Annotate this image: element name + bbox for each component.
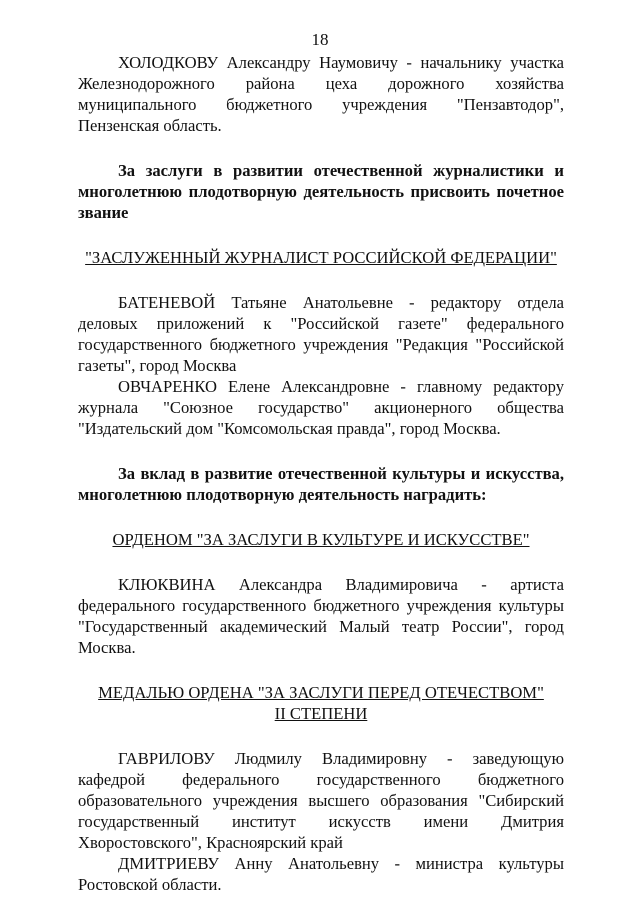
award-recipient-gavrilova: ГАВРИЛОВУ Людмилу Владимировну - заведующую кафедрой федерального государственного бюджетного образовательного учреждения высшего образования "Сибирский государственный институт искусств имени Дмитрия Хворостовского", Красноярский край [78, 749, 564, 852]
decree-culture: За вклад в развитие отечественной культуры и искусства, многолетнюю плодотворную деятельность наградить: [78, 464, 564, 504]
award-recipient-bateneva: БАТЕНЕВОЙ Татьяне Анатольевне - редактору отдела деловых приложений к "Российской газете" федерального государственного бюджетного учреждения "Редакция "Российской газеты", город Москва [78, 293, 564, 375]
title-honored-journalist: "ЗАСЛУЖЕННЫЙ ЖУРНАЛИСТ РОССИЙСКОЙ ФЕДЕРАЦИИ" [85, 248, 557, 267]
award-recipient-holodkov: ХОЛОДКОВУ Александру Наумовичу - начальнику участка Железнодорожного района цеха дорожного хозяйства муниципального бюджетного учреждения "Пензавтодор", Пензенская область. [78, 53, 564, 135]
title-medal-line-1: МЕДАЛЬЮ ОРДЕНА "ЗА ЗАСЛУГИ ПЕРЕД ОТЕЧЕСТВОМ" [98, 683, 544, 702]
award-recipient-klyukvin: КЛЮКВИНА Александра Владимировича - артиста федерального государственного бюджетного учреждения культуры "Государственный академический Малый театр России", город Москва. [78, 575, 564, 657]
award-recipient-dmitrieva: ДМИТРИЕВУ Анну Анатольевну - министра культуры Ростовской области. [78, 854, 564, 894]
title-medal-line-2: II СТЕПЕНИ [274, 704, 368, 723]
decree-journalism: За заслуги в развитии отечественной журналистики и многолетнюю плодотворную деятельность присвоить почетное звание [78, 161, 564, 222]
page-number: 18 [311, 30, 329, 49]
title-order-culture-arts: ОРДЕНОМ "ЗА ЗАСЛУГИ В КУЛЬТУРЕ И ИСКУССТВЕ" [112, 530, 530, 549]
award-recipient-ovcharenko: ОВЧАРЕНКО Елене Александровне - главному редактору журнала "Союзное государство" акционерного общества "Издательский дом "Комсомольская правда", город Москва. [78, 377, 564, 438]
document-body [78, 52, 564, 895]
